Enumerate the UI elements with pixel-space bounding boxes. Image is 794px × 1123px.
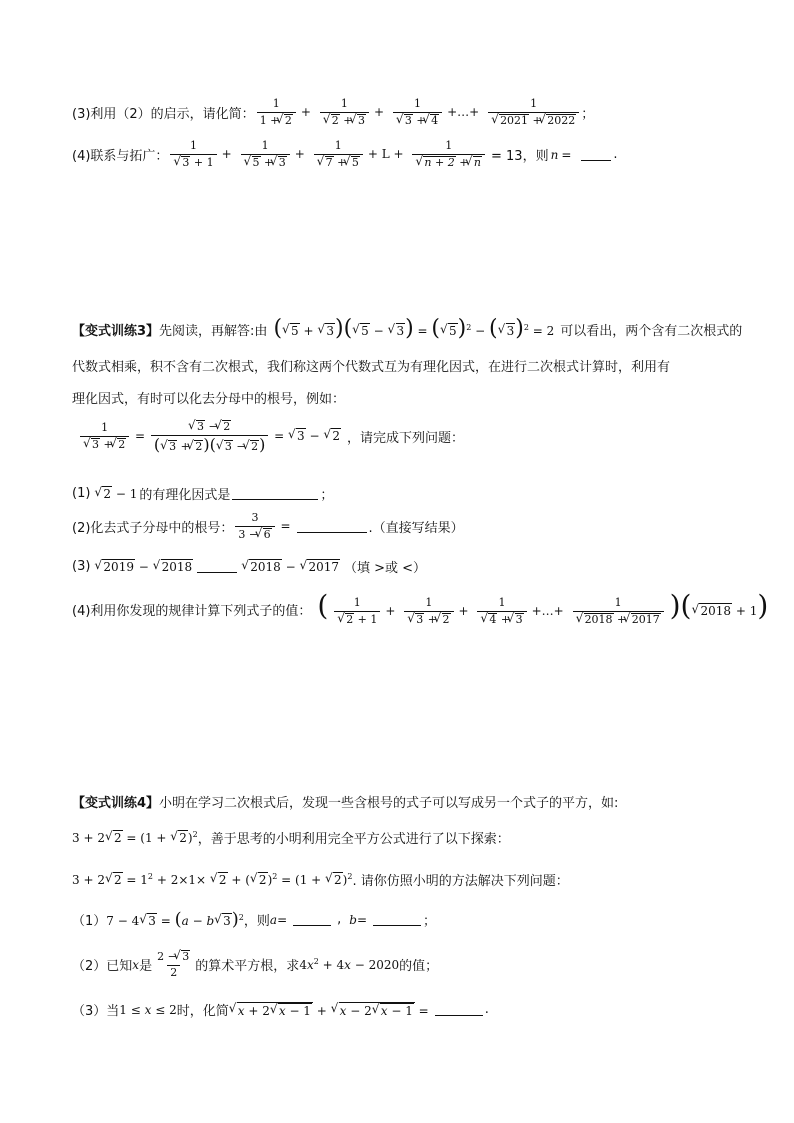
q4-line	[72, 140, 618, 169]
t4-q2-end: 的值；	[399, 959, 439, 975]
t4-q3-answer-blank[interactable]	[435, 1003, 483, 1016]
t4-q1-a-var: a	[269, 912, 278, 927]
q3-end: ；	[581, 107, 595, 123]
t3-line2-text: 代数式相乘，积不含有二次根式，我们称这两个代数式互为有理化因式，在进行二次根式计算时，利用有	[72, 360, 671, 375]
t4-intro: 小明在学习二次根式后，发现一些含根号的式子可以写成另一个式子的平方，如:	[159, 796, 619, 811]
t4-q2-line	[72, 950, 438, 979]
q3-line	[72, 98, 594, 127]
t4-q2-mid: 是	[139, 959, 153, 975]
t3-example: 1 √ 3 + √ 2 = √ $\frac{3 - √ 2}{(√ 3 + √ 2)(√ 3 - √ 2)}$ = √ 3 − √ 2	[78, 420, 341, 453]
t4-q2-label: （2）已知	[72, 959, 133, 975]
t3-q2-expr: $\frac{3}{3 - √ 6}$ =	[233, 512, 290, 541]
t4-q1-then: ，则	[243, 914, 270, 929]
t4-line3-expr: 3 + 2√ $2 = 1^2 + 2\times 1\times$ √ 2 + (√ 2)$^2$ = (1 + √ 2)$^2$	[72, 872, 352, 887]
q3-expression: $\frac{1}{1 + √ 2}$ + 1 √ 2 + √ 3 + 1 √ 3 + √ 4 +…+ 1 √ 2021 + √ 2022	[255, 98, 582, 127]
t3-q4-label: (4)利用你发现的规律计算下列式子的值：	[72, 603, 312, 619]
t3-line3-text: 理化因式，有时可以化去分母中的根号，例如：	[72, 392, 346, 407]
t3-q4-expr: ( 1 √ 2 + 1 + 1 √ 3 + √ 2 + 1 √ 4 + √ 3 +…+ 1 √ 2018 + √ 2017 )(√ 2018 + 1)	[317, 592, 768, 626]
t4-q3-end: .	[484, 1002, 489, 1017]
t3-q3-answer-blank[interactable]	[197, 560, 237, 573]
t3-q2-answer-blank[interactable]	[297, 520, 367, 533]
q4-var: n	[550, 147, 559, 162]
t3-intro: 先阅读，再解答:由	[159, 323, 268, 339]
t3-q3-label: (3)	[72, 559, 91, 574]
t4-q3-mid: 时，化简	[176, 1004, 229, 1019]
t3-q3-left: √ 2019 − √ 2018	[94, 559, 193, 574]
t4-q1-expr: 7 − 4√ 3 = (a − b√ 3)$^2$	[106, 911, 244, 929]
t4-q2-x: x	[132, 957, 140, 972]
t4-title: 【变式训练4】	[72, 796, 160, 811]
t3-intro-line	[72, 318, 742, 340]
t4-line3-tail: . 请你仿照小明的方法解决下列问题：	[352, 874, 569, 889]
t4-q1-line: （1） 7 − 4√ 3 = (a − b√ 3)$^2$ ，则 a = , b = ；	[72, 910, 436, 929]
t3-q2-line	[72, 512, 464, 541]
t4-q3-label: （3）当	[72, 1004, 120, 1019]
t4-q3-line	[72, 1000, 489, 1019]
t4-q1-b-blank[interactable]	[373, 913, 421, 926]
t4-q1-label: （1）	[72, 914, 107, 929]
t3-q1-line	[72, 484, 333, 503]
t3-intro-tail: 可以看出，两个含有二次根式的	[560, 323, 743, 339]
t3-identity: (√ 5 + √ 3)(√ 5 − √ 3) = (√ 5)$^2$ − (√ 3)$^2$ = 2	[273, 318, 554, 340]
t4-q3-expr: √ x + 2√ x − 1 + √ x − 2√ x − 1 =	[229, 1002, 429, 1018]
t3-line2	[72, 356, 670, 375]
t3-q1-expr: √ 2 − 1	[94, 486, 137, 501]
q4-eq: = 13，则	[491, 149, 549, 165]
t4-line2	[72, 828, 510, 847]
t3-example-line	[78, 420, 464, 453]
t3-title: 【变式训练3】	[72, 323, 160, 339]
t3-q1-label: (1)	[72, 486, 91, 501]
t3-q1-text: 的有理化因式是	[139, 488, 231, 503]
q4-end: .	[613, 147, 618, 163]
t3-q1-end: ；	[320, 488, 334, 503]
t4-q2-frac: $\frac{2 - √ 3}{2}$	[152, 950, 195, 979]
t3-line3	[72, 388, 345, 407]
t4-q1-b-var: b	[349, 912, 357, 927]
t3-q3-line	[72, 557, 426, 576]
q4-eqsign: =	[561, 147, 572, 162]
t4-line3	[72, 870, 569, 889]
t3-q2-label: (2)化去式子分母中的根号：	[72, 521, 234, 537]
t4-line2-tail: ，善于思考的小明利用完全平方公式进行了以下探索：	[197, 832, 510, 847]
t4-q1-a-blank[interactable]	[293, 913, 331, 926]
t3-example-tail: ，请完成下列问题：	[346, 431, 464, 447]
q4-expression: 1 √ 3 + 1 + 1 √ 5 + √ 3 + 1 √ 7 + √ 5 + L + 1 √ n + 2 + √ n	[168, 140, 487, 169]
q3-label: (3)利用（2）的启示，请化简：	[72, 107, 255, 123]
t4-q3-range: 1 ≤ x ≤ 2	[119, 1002, 177, 1017]
t4-line2-expr: 3 + 2√ 2 = (1 + √ 2)$^2$	[72, 830, 198, 845]
q4-label: (4)联系与拓广：	[72, 149, 169, 165]
t4-intro-line	[72, 792, 618, 811]
t3-q2-tail: .（直接写结果）	[368, 521, 464, 537]
t4-q2-expr: $4x^2 + 4x - 2020$	[299, 957, 400, 973]
q4-answer-blank[interactable]	[581, 148, 611, 161]
t3-q3-right: √ 2018 − √ 2017	[241, 559, 340, 574]
t3-q1-answer-blank[interactable]	[232, 487, 318, 500]
t3-q3-tail: （填 >或 <）	[343, 561, 427, 576]
t3-q4-line	[72, 589, 769, 626]
t4-q2-tail: 的算术平方根，求	[195, 959, 300, 975]
